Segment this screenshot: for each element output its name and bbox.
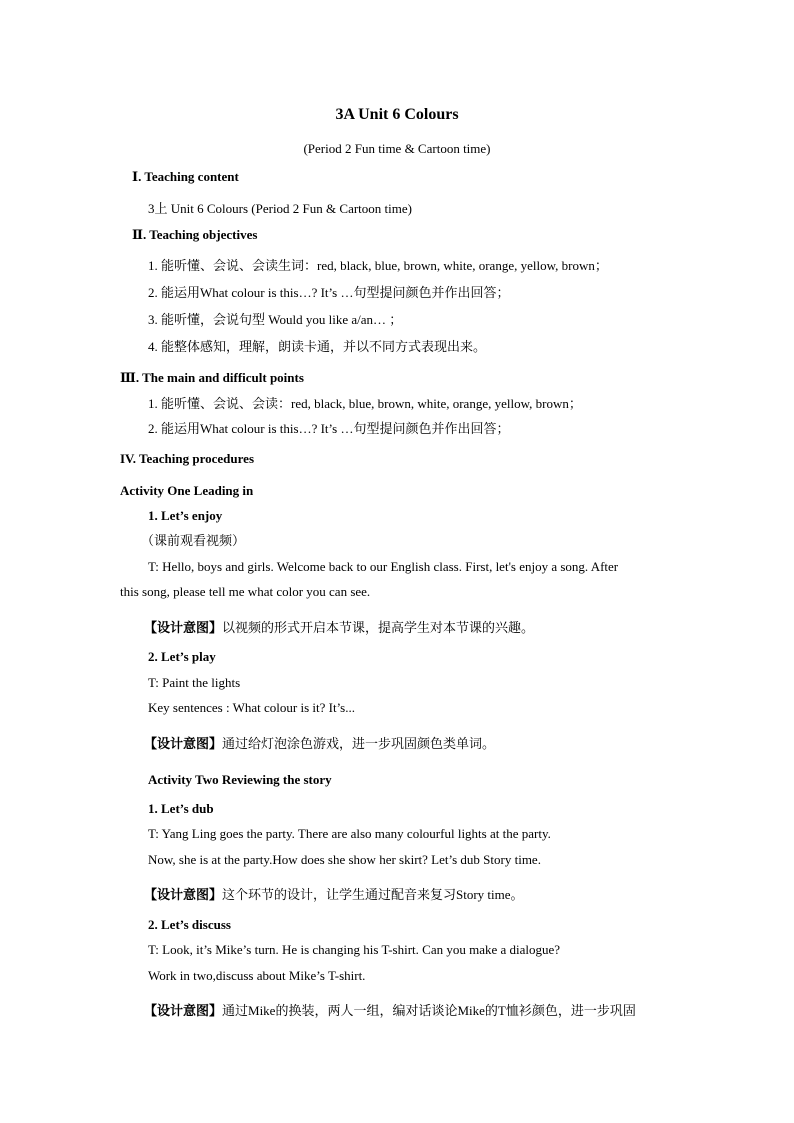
section-heading-procedures: IV. Teaching procedures (120, 451, 255, 466)
design-intent (144, 1003, 636, 1019)
design-intent-text: 通过给灯泡涂色游戏，进一步巩固颜色类单词。 (222, 736, 496, 751)
page-title: 3A Unit 6 Colours (335, 106, 459, 123)
page-subtitle: (Period 2 Fun time & Cartoon time) (303, 141, 491, 156)
step-heading: 1. Let’s enjoy (148, 508, 223, 523)
section-heading-points: Ⅲ. The main and difficult points (120, 370, 304, 385)
step-heading: 2. Let’s play (148, 649, 216, 664)
point-item: 2. 能运用What colour is this…? It’s …句型提问颜色并作出回答； (148, 421, 510, 436)
design-intent-text: 以视频的形式开启本节课，提高学生对本节课的兴趣。 (222, 620, 535, 635)
dialogue-line: Now, she is at the party.How does she show her skirt? Let’s dub Story time. (148, 852, 541, 867)
point-item: 1. 能听懂、会说、会读：red, black, blue, brown, white, orange, yellow, brown； (148, 396, 582, 411)
objective-item: 1. 能听懂、会说、会读生词：red, black, blue, brown, white, orange, yellow, brown； (148, 258, 608, 273)
dialogue-line: T: Yang Ling goes the party. There are also many colourful lights at the party. (148, 826, 551, 841)
design-intent (144, 620, 534, 636)
section-heading-objectives: Ⅱ. Teaching objectives (132, 227, 258, 242)
content-text: 3上 Unit 6 Colours (Period 2 Fun & Cartoon time) (148, 201, 412, 216)
activity-one-heading: Activity One Leading in (120, 483, 254, 498)
design-intent-tag: 【设计意图】 (144, 736, 223, 751)
dialogue-line: Work in two,discuss about Mike’s T-shirt. (148, 968, 366, 983)
step-heading: 1. Let’s dub (148, 801, 214, 816)
objective-item: 2. 能运用What colour is this…? It’s …句型提问颜色并作出回答； (148, 285, 510, 300)
objective-item: 3. 能听懂，会说句型 Would you like a/an… ； (148, 312, 403, 327)
dialogue-line: T: Hello, boys and girls. Welcome back to our English class. First, let's enjoy a song. After (148, 559, 619, 574)
design-intent-text: 这个环节的设计，让学生通过配音来复习Story time。 (222, 887, 524, 902)
activity-two-heading: Activity Two Reviewing the story (148, 772, 332, 787)
section-heading-content: Ⅰ. Teaching content (132, 169, 239, 184)
step-note: （课前观看视频） (141, 533, 246, 548)
design-intent-tag: 【设计意图】 (144, 887, 223, 902)
design-intent-tag: 【设计意图】 (144, 1003, 223, 1018)
design-intent (144, 736, 495, 752)
dialogue-line: T: Look, it’s Mike’s turn. He is changing his T-shirt. Can you make a dialogue? (148, 942, 561, 957)
dialogue-line: T: Paint the lights (148, 675, 241, 690)
design-intent-tag: 【设计意图】 (144, 620, 223, 635)
design-intent (144, 887, 524, 903)
dialogue-line: Key sentences : What colour is it? It’s... (148, 700, 355, 715)
objective-item: 4. 能整体感知，理解，朗读卡通，并以不同方式表现出来。 (148, 339, 487, 354)
step-heading: 2. Let’s discuss (148, 917, 231, 932)
dialogue-line: this song, please tell me what color you can see. (120, 584, 371, 599)
design-intent-text: 通过Mike的换装，两人一组，编对话谈论Mike的T恤衫颜色，进一步巩固 (222, 1003, 636, 1018)
